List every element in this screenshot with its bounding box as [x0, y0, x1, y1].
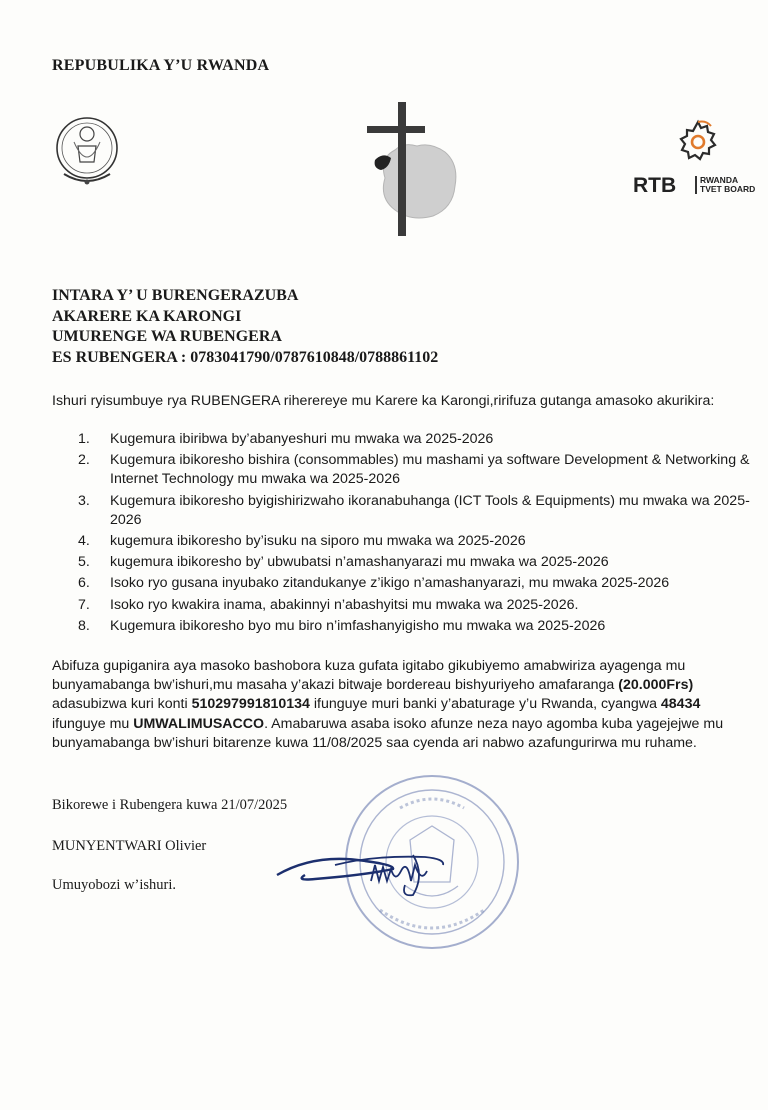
rtb-name-line1: RWANDA: [700, 175, 739, 185]
republic-heading: REPUBULIKA Y’U RWANDA: [52, 57, 270, 74]
list-item: [70, 617, 750, 636]
rtb-name-line2: TVET BOARD: [700, 184, 756, 194]
list-item: [70, 532, 750, 551]
list-item: [70, 596, 750, 615]
intro-paragraph: Ishuri ryisumbuye rya RUBENGERA riherereye mu Karere ka Karongi,ririfuza gutanga amasoko akurikira:: [52, 393, 715, 409]
item-text: Kugemura ibikoresho bishira (consommables) mu mashami ya software Development & Networking & Internet Technology mu mwaka wa 2025-2026: [110, 452, 750, 488]
item-text: Isoko ryo kwakira inama, abakinnyi n’abashyitsi mu mwaka wa 2025-2026.: [110, 596, 579, 613]
item-text: kugemura ibikoresho by’isuku na siporo mu mwaka wa 2025-2026: [110, 533, 526, 550]
instructions-paragraph: [52, 657, 742, 753]
instructions-text-3: ifunguye muri banki y’abaturage y’u Rwanda, cyangwa: [309, 696, 661, 713]
signer-name: MUNYENTWARI Olivier: [52, 838, 207, 854]
rtb-full-name: [695, 176, 755, 194]
sector-line: UMURENGE WA RUBENGERA: [52, 328, 282, 345]
rtb-abbreviation: RTB: [633, 174, 677, 197]
item-number: 6.: [78, 575, 90, 592]
item-number: 8.: [78, 617, 90, 634]
item-number: 3.: [78, 492, 90, 509]
item-number: 4.: [78, 533, 90, 550]
item-number: 7.: [78, 596, 90, 613]
signature-icon: [275, 835, 455, 901]
diocese-cross-map-icon: [355, 98, 465, 238]
item-text: Isoko ryo gusana inyubako zitandukanye z’ikigo n’amashanyarazi, mu mwaka 2025-2026: [110, 575, 670, 592]
province-line: INTARA Y’ U BURENGERAZUBA: [52, 287, 299, 304]
list-item: [70, 430, 750, 449]
instructions-text-4: ifunguye mu: [52, 715, 134, 732]
list-item: [70, 451, 750, 489]
bank-account-number: 510297991810134: [191, 696, 310, 713]
rtb-gear-icon: [673, 118, 723, 166]
item-text: Kugemura ibikoresho byo mu biro n’imfashanyigisho mu mwaka wa 2025-2026: [110, 617, 606, 634]
address-block: [52, 286, 438, 368]
rtb-logo: [633, 118, 763, 204]
instructions-text-5: . Amabaruwa asaba isoko afunze neza nayo agomba kuba yagejejwe mu bunyamabanga bw’ishuri bitarenze kuwa 11/08/2025 saa cyenda ari nabwo azafungurirwa mu ruhame.: [52, 715, 724, 751]
item-text: Kugemura ibikoresho byigishirizwaho ikoranabuhanga (ICT Tools & Equipments) mu mwaka wa 2025-2026: [110, 492, 750, 528]
signer-role: Umuyobozi w’ishuri.: [52, 877, 177, 893]
item-number: 1.: [78, 431, 90, 447]
instructions-text-2: adasubizwa kuri konti: [52, 696, 192, 713]
sacco-account-number: 48434: [660, 696, 701, 713]
tender-list: [70, 430, 750, 638]
item-number: 5.: [78, 554, 90, 571]
sacco-name: UMWALIMUSACCO: [133, 715, 265, 732]
district-line: AKARERE KA KARONGI: [52, 307, 242, 325]
item-text: kugemura ibikoresho by’ ubwubatsi n’amashanyarazi mu mwaka wa 2025-2026: [110, 554, 609, 571]
school-phones-line: ES RUBENGERA : 0783041790/0787610848/0788861102: [52, 348, 439, 366]
rwanda-coat-of-arms-icon: [50, 112, 124, 192]
item-text: Kugemura ibiribwa by’abanyeshuri mu mwaka wa 2025-2026: [110, 431, 494, 447]
list-item: [70, 492, 750, 530]
fee-amount: (20.000Frs): [618, 677, 694, 694]
list-item: [70, 553, 750, 572]
sign-date-line: Bikorewe i Rubengera kuwa 21/07/2025: [52, 797, 288, 813]
list-item: [70, 574, 750, 593]
instructions-text-1: Abifuza gupiganira aya masoko bashobora kuza gufata igitabo gikubiyemo amabwiriza ayagenga mu bunyamabanga bw’ishuri,mu masaha y’akazi bitwaje bordereau bishyuriyeho amafaranga: [52, 658, 686, 694]
item-number: 2.: [78, 452, 90, 469]
